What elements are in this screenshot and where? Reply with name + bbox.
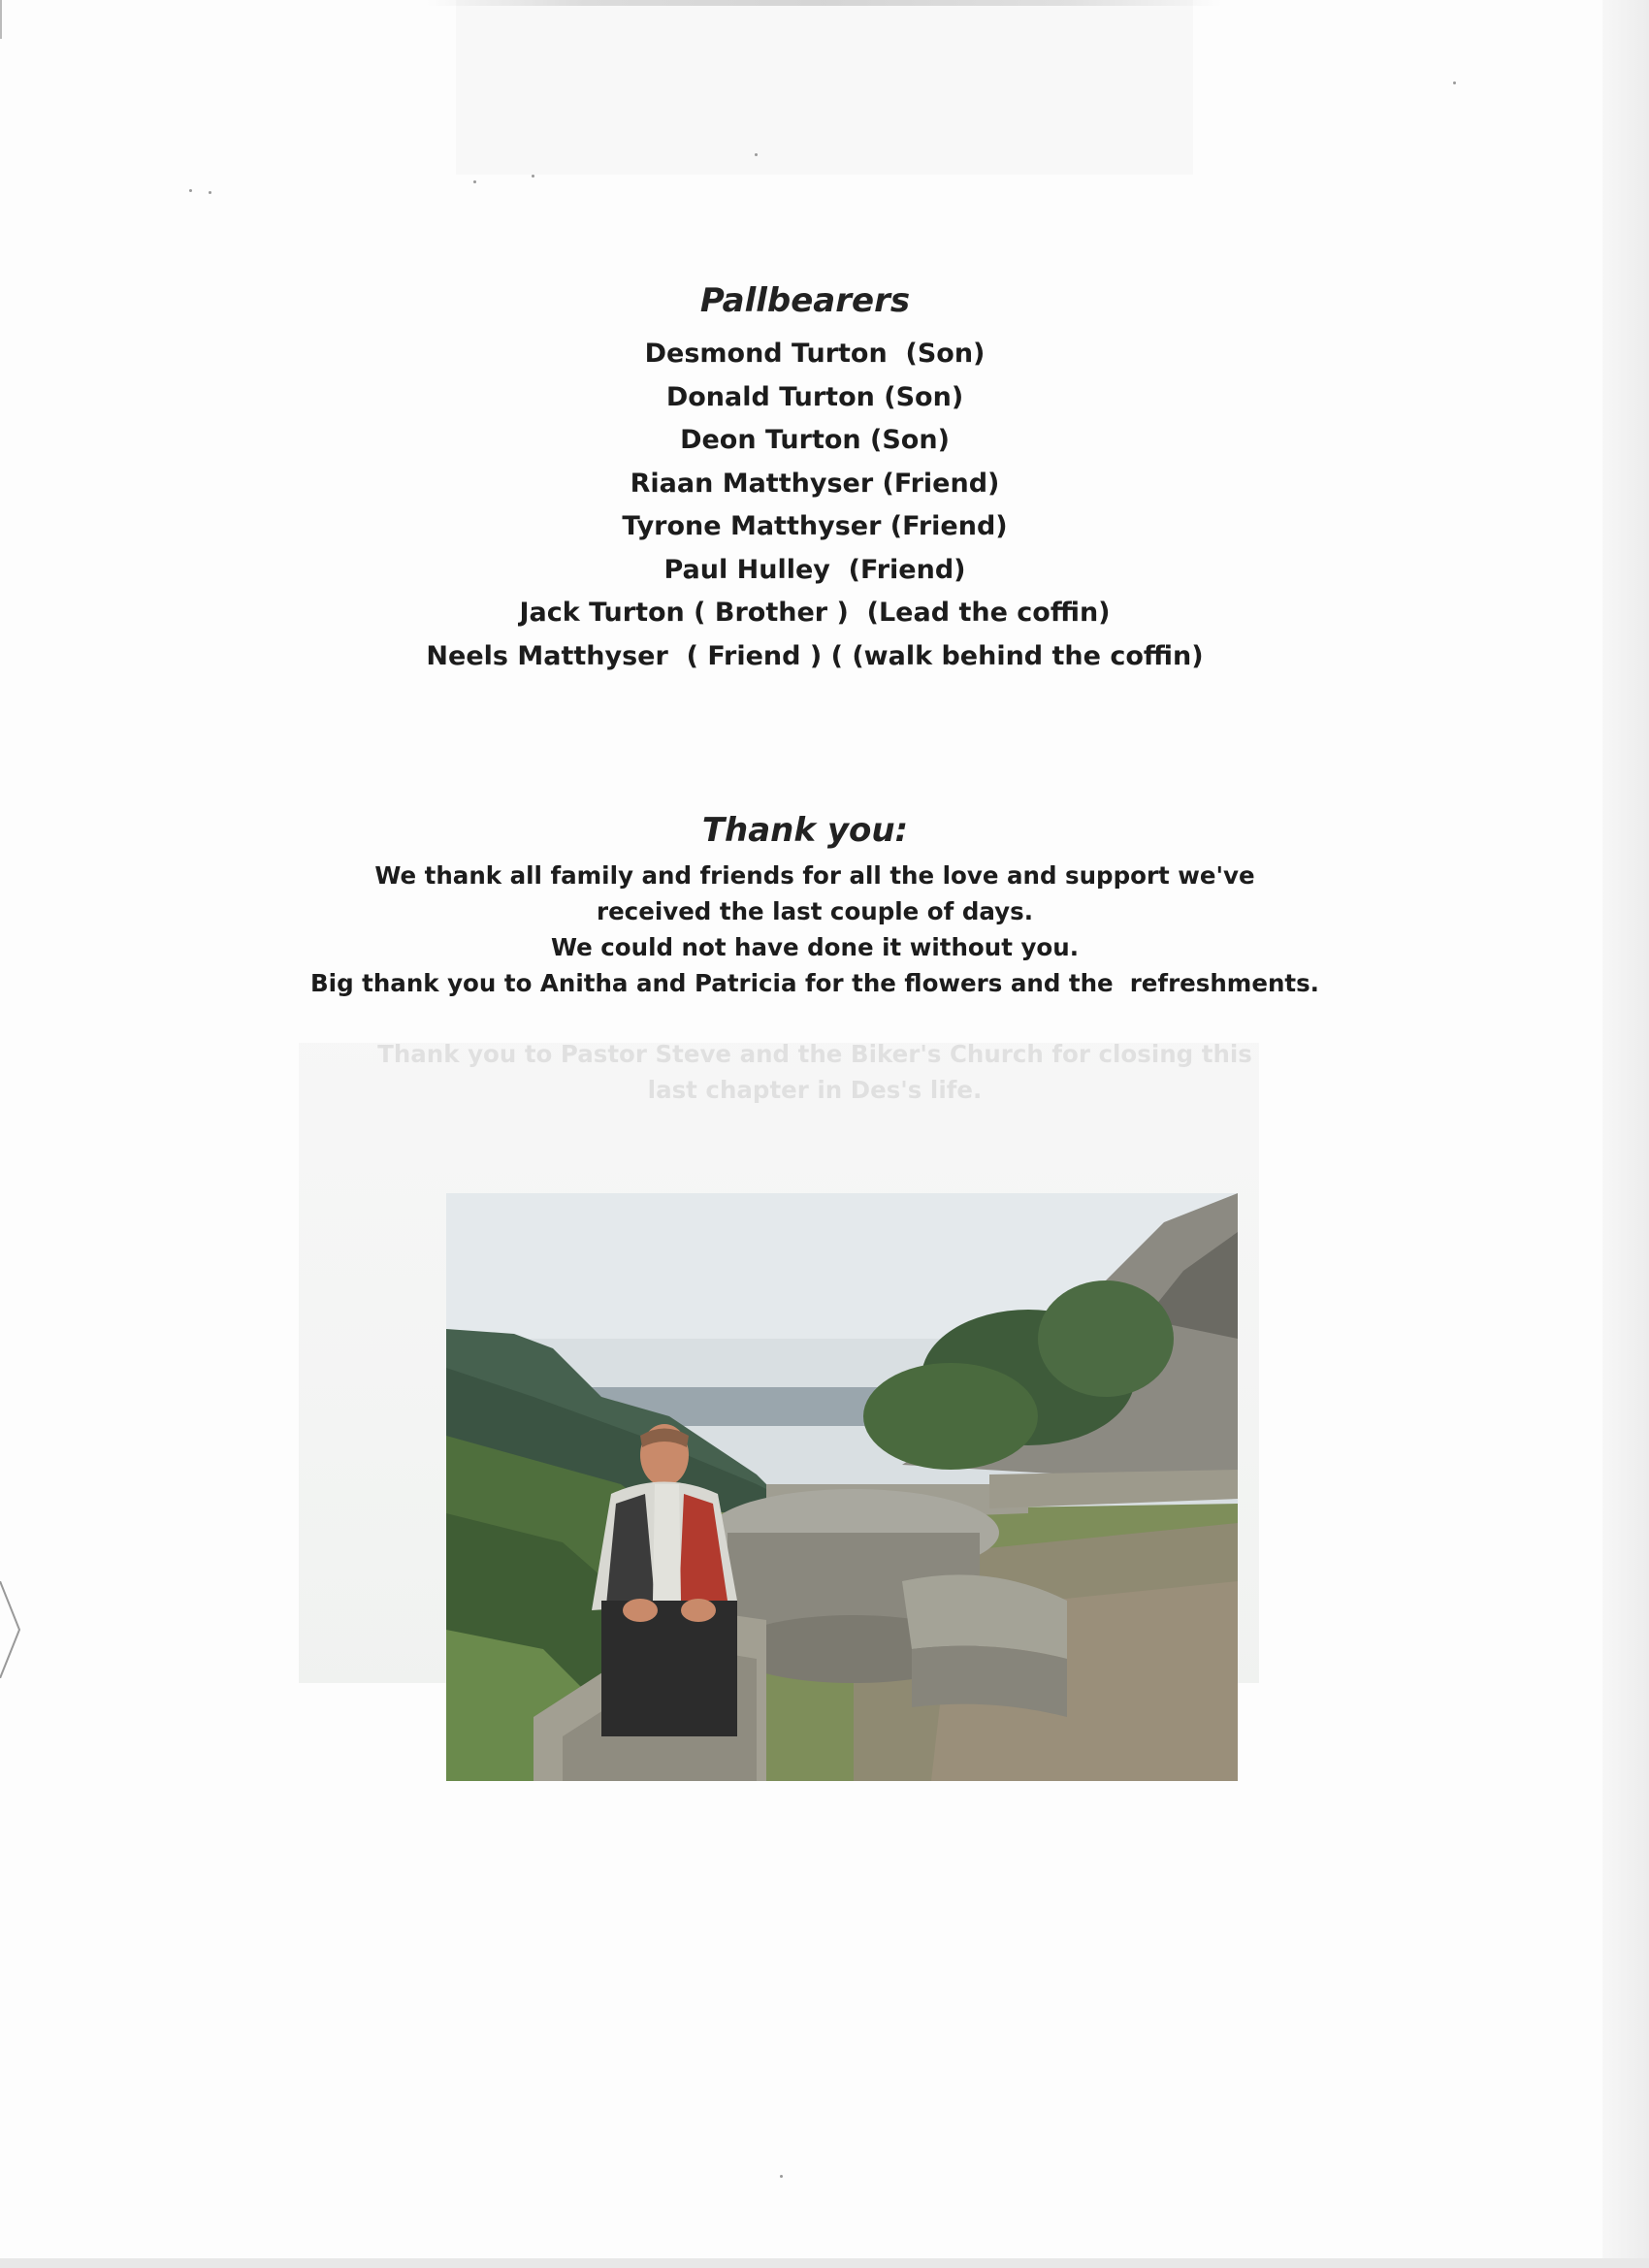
thank-you-line: received the last couple of days. bbox=[596, 897, 1034, 925]
paragraph-gap bbox=[291, 1001, 1339, 1036]
pallbearer-item: Jack Turton ( Brother ) (Lead the coffin) bbox=[519, 598, 1111, 628]
thank-you-heading: Thank you: bbox=[701, 811, 909, 850]
scan-edge-bottom bbox=[0, 2258, 1649, 2268]
scan-speck bbox=[755, 153, 758, 156]
scan-speck bbox=[532, 175, 534, 178]
scan-faint-area bbox=[456, 0, 1193, 175]
scan-top-smudge bbox=[427, 0, 1222, 6]
thank-you-line: We thank all family and friends for all the love and support we've bbox=[374, 861, 1255, 890]
pallbearer-item: Deon Turton (Son) bbox=[680, 425, 950, 455]
scan-fold-mark bbox=[0, 1581, 29, 1678]
scan-speck bbox=[209, 191, 211, 194]
memorial-photo bbox=[446, 1193, 1238, 1781]
pallbearer-item: Neels Matthyser ( Friend ) ( (walk behind the coffin) bbox=[426, 640, 1204, 671]
thank-you-line: We could not have done it without you. bbox=[550, 933, 1079, 961]
scan-corner-mark bbox=[0, 0, 41, 39]
scan-speck bbox=[189, 189, 192, 192]
scan-speck bbox=[1453, 81, 1456, 84]
pallbearer-item: Paul Hulley (Friend) bbox=[663, 554, 966, 585]
scan-speck bbox=[780, 2175, 783, 2178]
pallbearer-item: Tyrone Matthyser (Friend) bbox=[622, 511, 1008, 541]
pallbearers-heading: Pallbearers bbox=[699, 281, 911, 320]
pallbearer-item: Desmond Turton (Son) bbox=[644, 339, 986, 369]
scan-speck bbox=[473, 180, 476, 183]
thank-you-line: Big thank you to Anitha and Patricia for the flowers and the refreshments. bbox=[310, 969, 1319, 997]
pallbearer-item: Donald Turton (Son) bbox=[665, 381, 964, 412]
pallbearer-item: Riaan Matthyser (Friend) bbox=[630, 468, 1000, 499]
pallbearers-list bbox=[291, 333, 1339, 678]
memorial-photo-icon bbox=[446, 1193, 1238, 1781]
scan-edge-right bbox=[1602, 0, 1649, 2268]
